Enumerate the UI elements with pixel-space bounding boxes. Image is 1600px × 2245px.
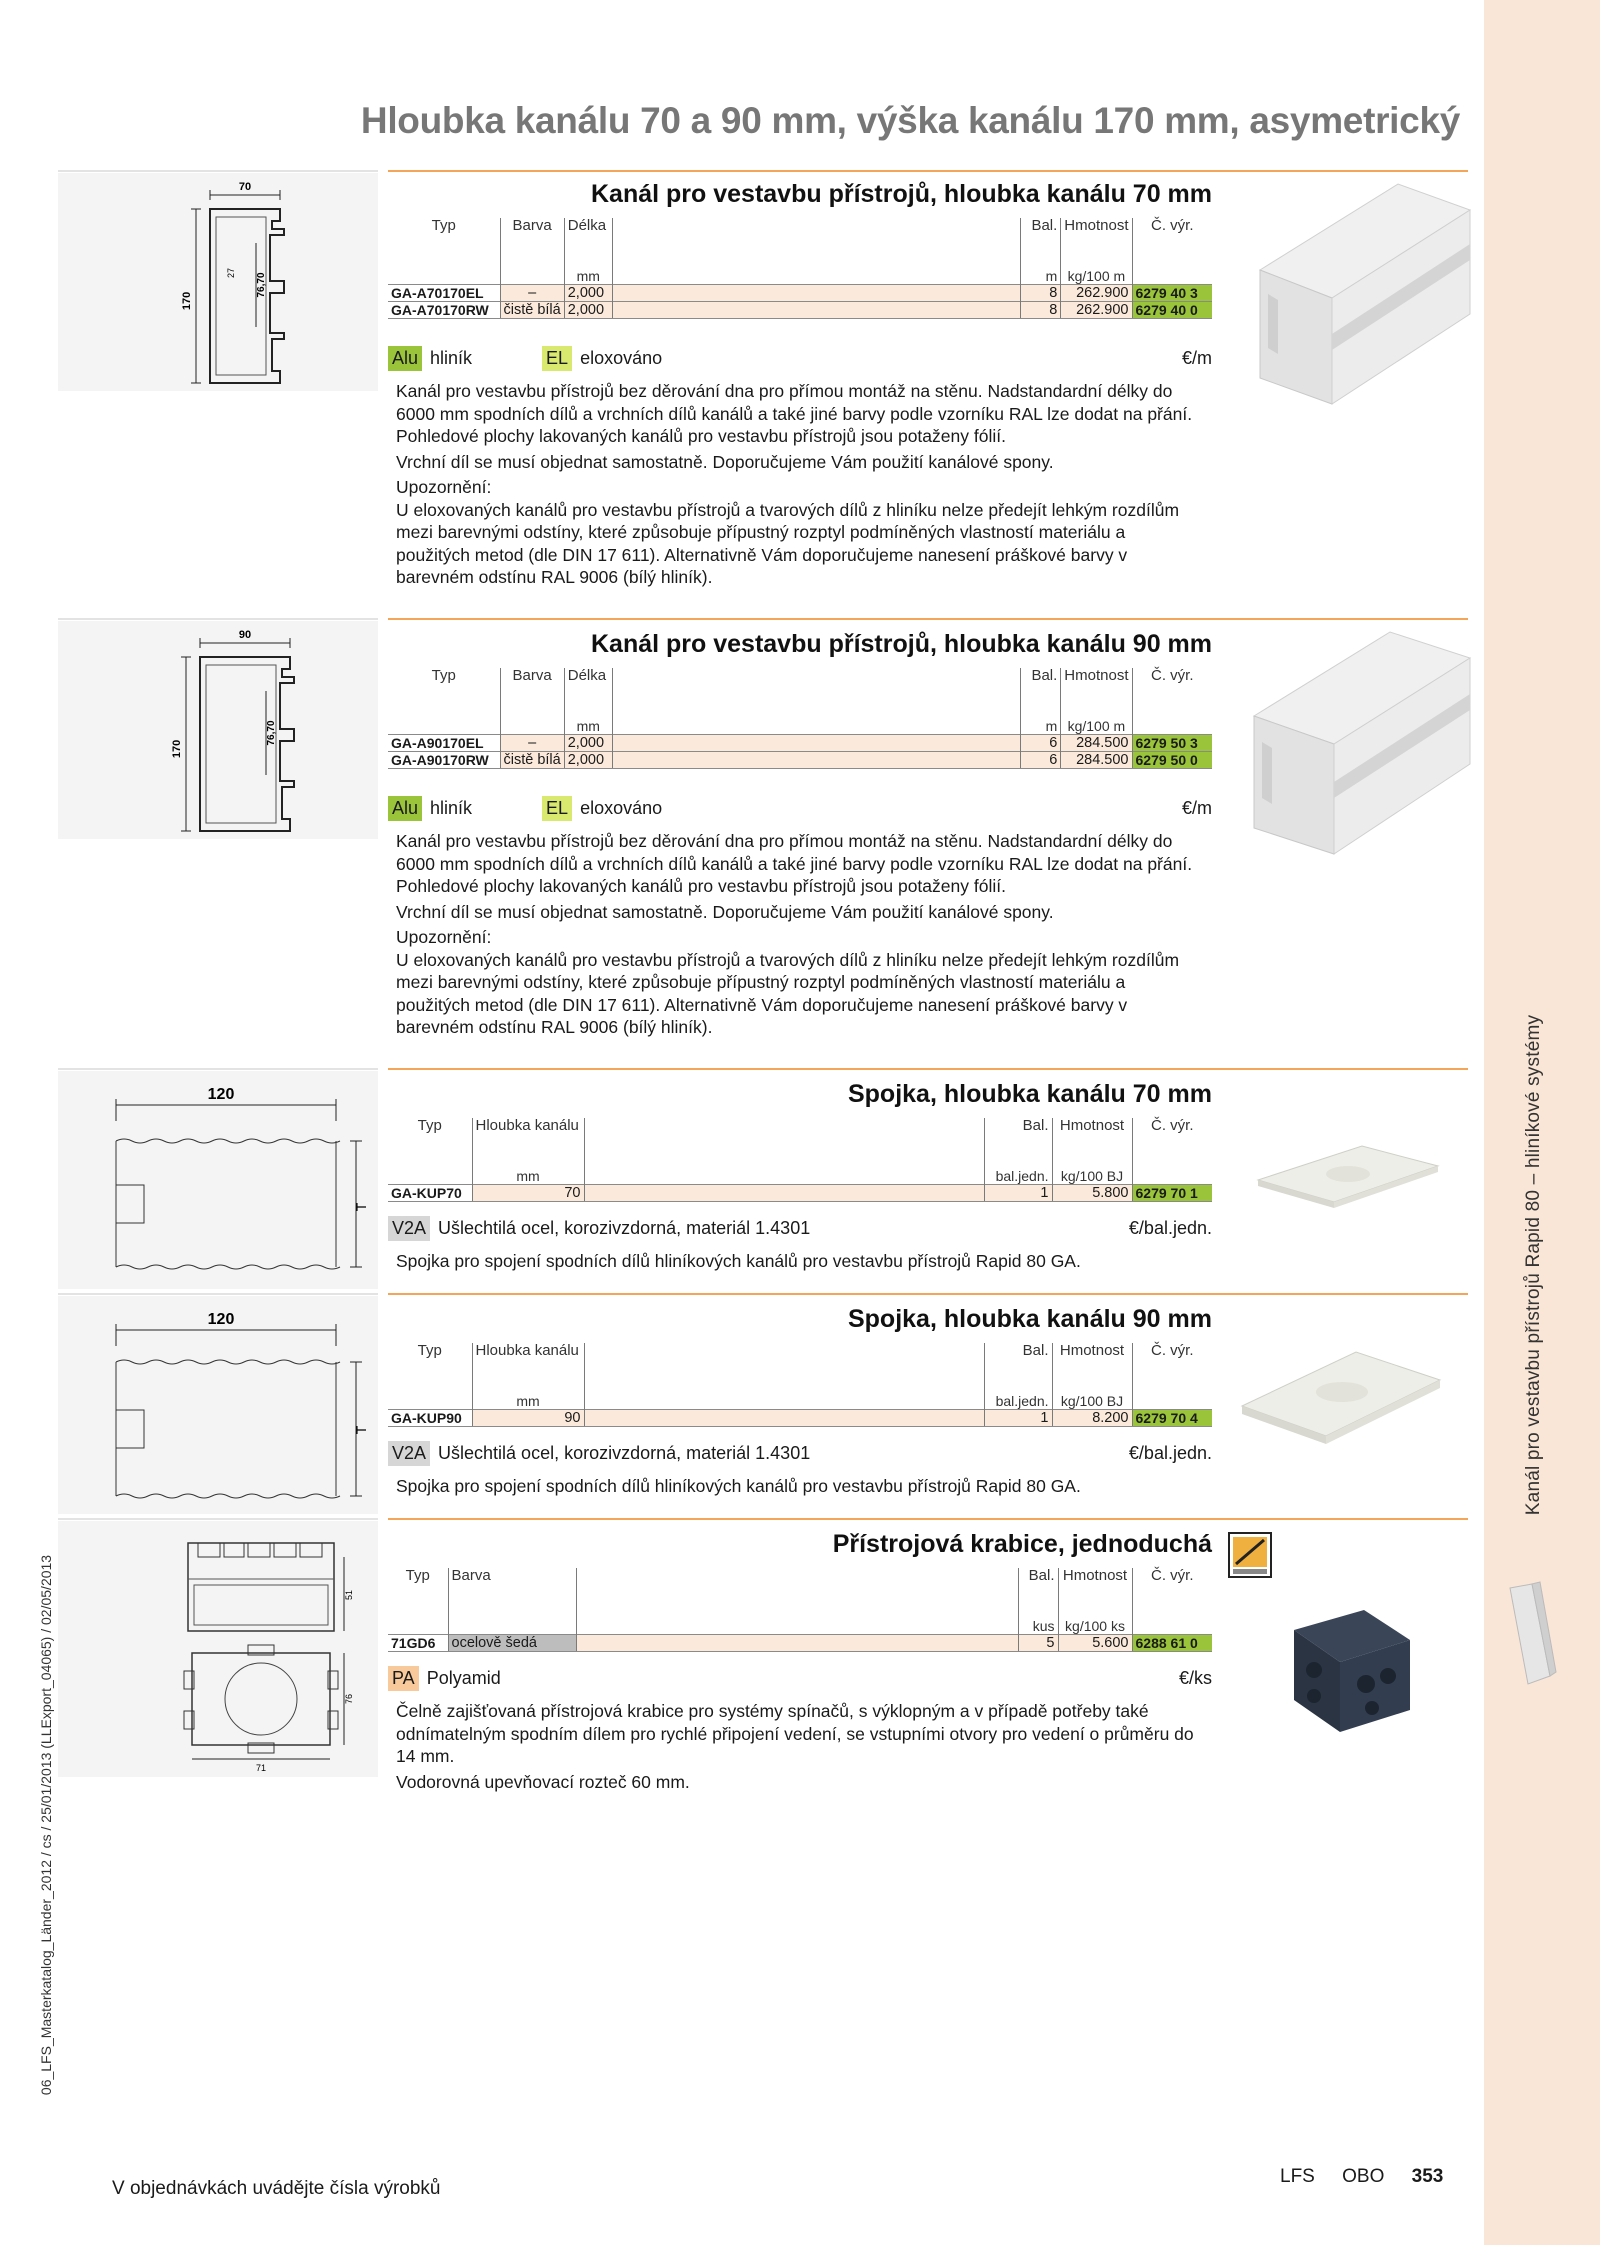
product-table: Typ Barva Délka Bal. Hmotnost Č. výr. mm m kg/100 m GA-A90170EL – 2,000 6 284.500 6279 50 3 GA-A90170RW čistě bílá 2,000 6 284.500 6279 50 0 xyxy=(388,668,1212,769)
svg-text:76,70: 76,70 xyxy=(256,272,267,298)
divider xyxy=(58,170,378,172)
print-meta: 06_LFS_Masterkatalog_Länder_2012 / cs / 25/01/2013 (LLExport_04065) / 02/05/2013 xyxy=(38,1554,55,2096)
section-title: Kanál pro vestavbu přístrojů, hloubka kanálu 70 mm xyxy=(591,180,1212,208)
connector-drawing-icon xyxy=(58,1296,378,1514)
connector-drawing-icon xyxy=(58,1071,378,1289)
article-number: 6279 70 4 xyxy=(1132,1410,1212,1427)
material-badge: EL xyxy=(542,796,572,821)
material-badge: EL xyxy=(542,346,572,371)
product-table: Typ Hloubka kanálu Bal. Hmotnost Č. výr. mm bal.jedn. kg/100 BJ GA-KUP70 70 1 5.800 6279 70 1 xyxy=(388,1118,1212,1202)
divider xyxy=(388,170,1468,172)
table-row: GA-A90170RW čistě bílá 2,000 6 284.500 6279 50 0 xyxy=(388,752,1212,769)
product-table: Typ Barva Bal. Hmotnost Č. výr. kus kg/100 ks 71GD6 ocelově šedá 5 5.600 6288 61 0 xyxy=(388,1568,1212,1652)
side-tab: Kanál pro vestavbu přístrojů Rapid 80 – hliníkové systémy xyxy=(1523,1014,1544,1516)
price-unit: €/ks xyxy=(1178,1667,1212,1688)
svg-text:51: 51 xyxy=(344,1589,354,1601)
material-badge: Alu xyxy=(388,346,422,371)
section-device-box xyxy=(388,1528,1212,1808)
material-line: PA Polyamid €/ks xyxy=(388,1664,1212,1692)
svg-text:76: 76 xyxy=(344,1693,354,1705)
page-footer xyxy=(1280,2166,1443,2188)
price-unit: €/bal.jedn. xyxy=(1128,1217,1212,1238)
price-unit: €/m xyxy=(1181,797,1212,818)
material-badge: V2A xyxy=(388,1216,430,1241)
article-number: 6279 50 3 xyxy=(1132,735,1212,752)
channel-thumbnail-icon xyxy=(1502,1580,1558,1690)
channel-profile-90-icon xyxy=(58,621,378,839)
divider xyxy=(58,1518,378,1520)
section-connector-70 xyxy=(388,1078,1212,1293)
svg-text:170: 170 xyxy=(181,291,193,311)
device-box-photo xyxy=(1274,1600,1414,1736)
divider xyxy=(58,618,378,620)
material-line: Alu hliník EL eloxováno €/m xyxy=(388,344,1212,372)
price-unit: €/bal.jedn. xyxy=(1128,1442,1212,1463)
divider xyxy=(388,1518,1468,1520)
drawing-device-box xyxy=(58,1521,378,1777)
description: Kanál pro vestavbu přístrojů bez děrování dna pro přímou montáž na stěnu. Nadstandardní délky do 6000 mm spodních dílů a vrchních dílů kanálů a také jiné barvy podle vzorníku RAL lze dodat na přání. Pohledové plochy lakovaných kanálů pro vestavbu přístrojů jsou potaženy fólií. Vrchní díl se musí objednat samostatně. Doporučujeme Vám použití kanálové spony. Upozornění: U eloxovaných kanálů pro vestavbu přístrojů a tvarových dílů z hliníku nelze předejít lehkým rozdílům mezi barevnými odstíny, které způsobuje přípustný rozptyl podmíněných vlastností materiálu a použitých metod (dle DIN 17 611). Alternativně Vám doporučujeme nanesení práškové barvy v barevném odstínu RAL 9006 (bílý hliník). xyxy=(396,831,1193,1037)
product-table: Typ Barva Délka Bal. Hmotnost Č. výr. mm m kg/100 m GA-A70170EL – 2,000 8 262.900 6279 40 3 GA-A70170RW čistě bílá 2,000 8 262.900 6279 40 0 xyxy=(388,218,1212,319)
section-title: Kanál pro vestavbu přístrojů, hloubka kanálu 90 mm xyxy=(591,630,1212,658)
article-number: 6279 50 0 xyxy=(1132,752,1212,769)
svg-text:71: 71 xyxy=(255,1763,267,1773)
material-line: V2A Ušlechtilá ocel, korozivzdorná, materiál 1.4301 €/bal.jedn. xyxy=(388,1214,1212,1242)
divider xyxy=(388,1068,1468,1070)
description: Kanál pro vestavbu přístrojů bez děrování dna pro přímou montáž na stěnu. Nadstandardní délky do 6000 mm spodních dílů a vrchních dílů kanálů a také jiné barvy podle vzorníku RAL lze dodat na přání. Pohledové plochy lakovaných kanálů pro vestavbu přístrojů jsou potaženy fólií. Vrchní díl se musí objednat samostatně. Doporučujeme Vám použití kanálové spony. Upozornění: U eloxovaných kanálů pro vestavbu přístrojů a tvarových dílů z hliníku nelze předejít lehkým rozdílům mezi barevnými odstíny, které způsobuje přípustný rozptyl podmíněných vlastností materiálu a použitých metod (dle DIN 17 611). Alternativně Vám doporučujeme nanesení práškové barvy v barevném odstínu RAL 9006 (bílý hliník). xyxy=(396,381,1193,587)
order-note: V objednávkách uvádějte čísla výrobků xyxy=(112,2178,441,2199)
page-title: Hloubka kanálu 70 a 90 mm, výška kanálu 170 mm, asymetrický xyxy=(360,100,1460,141)
section-channel-90 xyxy=(388,628,1212,1068)
table-row: GA-KUP90 90 1 8.200 6279 70 4 xyxy=(388,1410,1212,1427)
connector-70-photo xyxy=(1252,1140,1442,1210)
article-number: 6279 40 3 xyxy=(1132,285,1212,302)
brand-lfs: LFS xyxy=(1280,2166,1315,2187)
svg-text:120: 120 xyxy=(207,1086,235,1103)
table-row: GA-A70170RW čistě bílá 2,000 8 262.900 6279 40 0 xyxy=(388,302,1212,319)
description: Spojka pro spojení spodních dílů hliníkových kanálů pro vestavbu přístrojů Rapid 80 GA. xyxy=(396,1476,1081,1496)
channel-70-photo xyxy=(1248,174,1474,408)
drawing-connector-90 xyxy=(58,1296,378,1514)
material-line: Alu hliník EL eloxováno €/m xyxy=(388,794,1212,822)
divider xyxy=(58,1293,378,1295)
channel-profile-70-icon xyxy=(58,173,378,391)
svg-text:90: 90 xyxy=(238,629,252,641)
channel-90-photo xyxy=(1244,624,1474,858)
section-channel-70 xyxy=(388,178,1212,618)
table-row: GA-KUP70 70 1 5.800 6279 70 1 xyxy=(388,1185,1212,1202)
svg-text:76,70: 76,70 xyxy=(266,720,277,746)
article-number: 6279 70 1 xyxy=(1132,1185,1212,1202)
material-line: V2A Ušlechtilá ocel, korozivzdorná, materiál 1.4301 €/bal.jedn. xyxy=(388,1439,1212,1467)
svg-text:70: 70 xyxy=(238,181,252,193)
article-number: 6279 40 0 xyxy=(1132,302,1212,319)
svg-text:27: 27 xyxy=(226,267,236,279)
device-box-drawing-icon xyxy=(58,1521,378,1777)
material-badge: Alu xyxy=(388,796,422,821)
material-badge: V2A xyxy=(388,1441,430,1466)
page-number: 353 xyxy=(1411,2166,1444,2187)
svg-text:T: T xyxy=(353,1425,369,1435)
brand-obo: OBO xyxy=(1342,2166,1385,2187)
svg-text:T: T xyxy=(353,1202,369,1212)
price-unit: €/m xyxy=(1181,347,1212,368)
certification-icon xyxy=(1228,1532,1272,1578)
connector-90-photo xyxy=(1236,1346,1446,1446)
divider xyxy=(58,1068,378,1070)
description: Čelně zajišťovaná přístrojová krabice pro systémy spínačů, s výklopným a v případě potřeby také odnímatelným spodním dílem pro rychlé připojení vedení, se vstupními otvory pro vedení o průměru do 14 mm. Vodorovná upevňovací rozteč 60 mm. xyxy=(396,1701,1194,1792)
section-title: Spojka, hloubka kanálu 70 mm xyxy=(847,1080,1212,1108)
table-row: GA-A70170EL – 2,000 8 262.900 6279 40 3 xyxy=(388,285,1212,302)
section-title: Přístrojová krabice, jednoduchá xyxy=(832,1530,1212,1558)
product-table: Typ Hloubka kanálu Bal. Hmotnost Č. výr. mm bal.jedn. kg/100 BJ GA-KUP90 90 1 8.200 6279 70 4 xyxy=(388,1343,1212,1427)
svg-text:120: 120 xyxy=(207,1311,235,1328)
drawing-channel-70 xyxy=(58,173,378,391)
table-row: 71GD6 ocelově šedá 5 5.600 6288 61 0 xyxy=(388,1635,1212,1652)
article-number: 6288 61 0 xyxy=(1132,1635,1212,1652)
drawing-channel-90 xyxy=(58,621,378,839)
drawing-connector-70 xyxy=(58,1071,378,1289)
svg-text:170: 170 xyxy=(171,739,183,759)
divider xyxy=(388,618,1468,620)
section-title: Spojka, hloubka kanálu 90 mm xyxy=(847,1305,1212,1333)
description: Spojka pro spojení spodních dílů hliníkových kanálů pro vestavbu přístrojů Rapid 80 GA. xyxy=(396,1251,1081,1271)
table-row: GA-A90170EL – 2,000 6 284.500 6279 50 3 xyxy=(388,735,1212,752)
divider xyxy=(388,1293,1468,1295)
section-connector-90 xyxy=(388,1303,1212,1518)
material-badge: PA xyxy=(388,1666,419,1691)
